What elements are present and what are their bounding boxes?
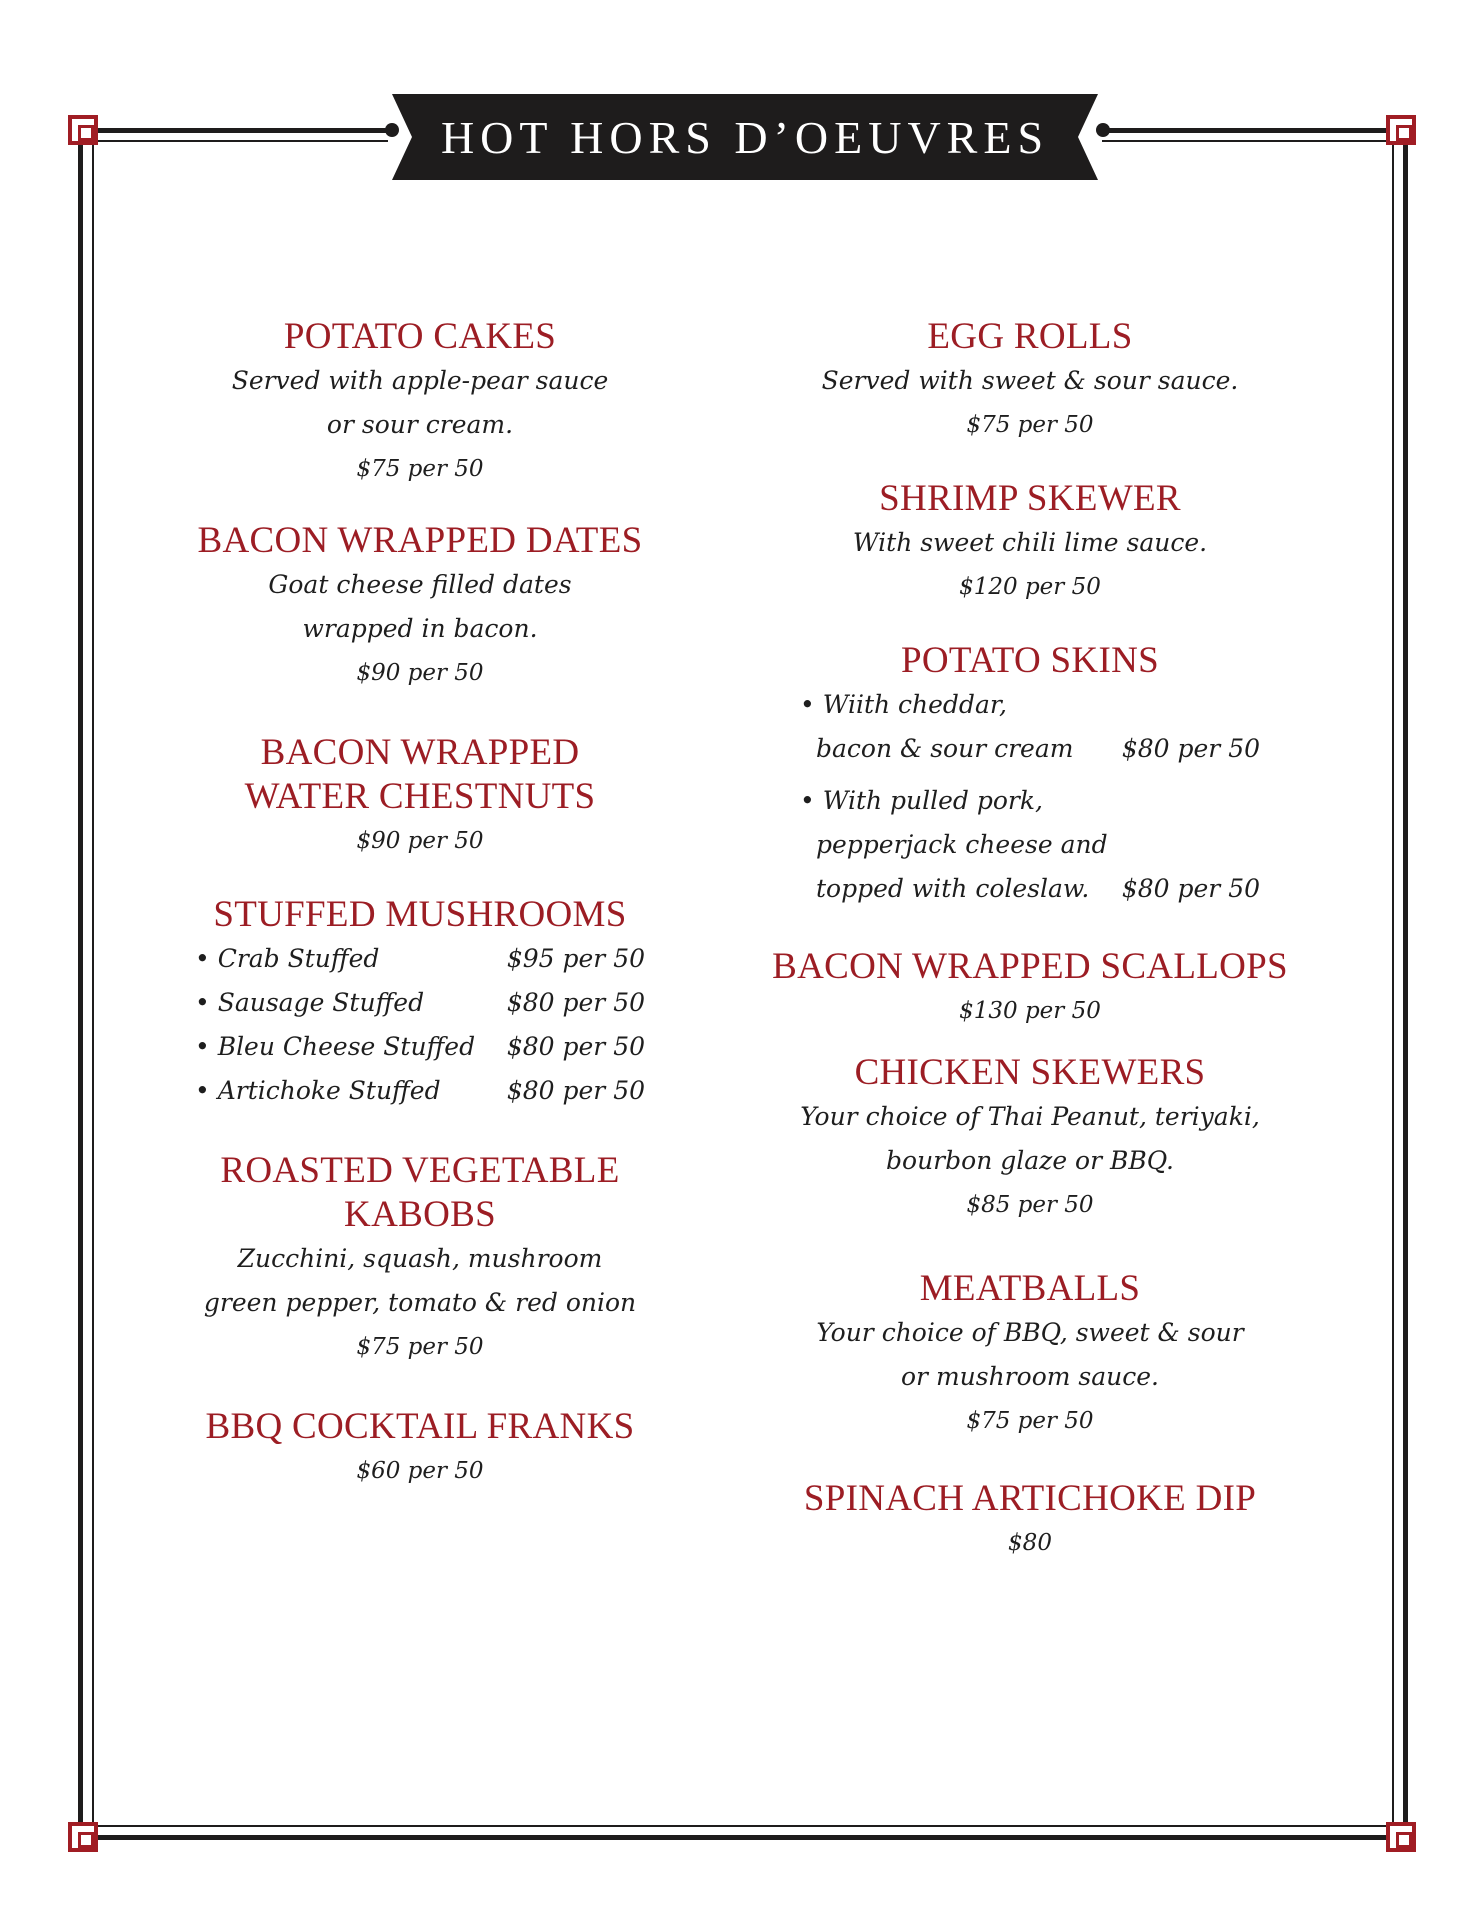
title-banner <box>392 94 1098 180</box>
frame-outer-bottom <box>78 1835 1408 1840</box>
item-title: MEATBALLS <box>919 1268 1141 1309</box>
menu-item-shrimp-skewer <box>770 477 1290 609</box>
item-description: Served with apple-pear sauce <box>231 366 609 395</box>
menu-item-chicken-skewers <box>770 1051 1290 1227</box>
menu-item-egg-rolls <box>770 315 1290 447</box>
frame-top-right-inner <box>1102 140 1394 142</box>
item-title: KABOBS <box>344 1194 496 1235</box>
item-price: $80 <box>1008 1530 1052 1556</box>
item-price: $90 per 50 <box>356 660 484 686</box>
option-price: $80 per 50 <box>506 988 645 1017</box>
corner-ornament-bottom-right <box>1386 1822 1416 1852</box>
item-title: SPINACH ARTICHOKE DIP <box>803 1478 1257 1519</box>
option-price: $95 per 50 <box>506 944 645 973</box>
item-description: bourbon glaze or BBQ. <box>886 1146 1174 1175</box>
item-description: Zucchini, squash, mushroom <box>237 1244 603 1273</box>
menu-item-roasted-vegetable-kabobs <box>180 1149 660 1369</box>
frame-top-left-inner <box>92 140 388 142</box>
menu-item-meatballs <box>770 1267 1290 1443</box>
item-price: $130 per 50 <box>959 998 1101 1024</box>
frame-top-left-outer <box>78 128 390 133</box>
frame-top-right-outer <box>1100 128 1408 133</box>
option-line: pepperjack cheese and <box>816 830 1108 859</box>
item-price: $75 per 50 <box>356 456 484 482</box>
menu-item-spinach-artichoke-dip <box>770 1477 1290 1565</box>
menu-item-potato-cakes <box>180 315 660 491</box>
item-price: $75 per 50 <box>356 1334 484 1360</box>
option-row <box>195 1025 645 1069</box>
item-title: STUFFED MUSHROOMS <box>213 894 627 935</box>
item-description: or mushroom sauce. <box>901 1362 1159 1391</box>
corner-ornament-top-right <box>1386 115 1416 145</box>
frame-inner-right <box>1392 140 1394 1830</box>
menu-item-potato-skins <box>770 639 1290 911</box>
option-label: topped with coleslaw. <box>816 874 1090 903</box>
frame-dot-right <box>1096 123 1110 137</box>
item-price: $85 per 50 <box>966 1192 1094 1218</box>
menu-item-bacon-wrapped-dates <box>180 519 660 695</box>
item-title: BACON WRAPPED SCALLOPS <box>772 946 1288 987</box>
item-price: $75 per 50 <box>966 412 1094 438</box>
menu-item-stuffed-mushrooms <box>180 893 660 1113</box>
frame-outer-left <box>78 130 83 1840</box>
option-list <box>800 683 1260 911</box>
item-description: Your choice of BBQ, sweet & sour <box>816 1318 1244 1347</box>
option-label: • Artichoke Stuffed <box>195 1076 441 1105</box>
item-title: SHRIMP SKEWER <box>879 478 1181 519</box>
item-description: green pepper, tomato & red onion <box>203 1288 637 1317</box>
item-title: ROASTED VEGETABLE <box>220 1150 620 1191</box>
option-row <box>195 981 645 1025</box>
item-description: or sour cream. <box>326 410 514 439</box>
menu-item-bacon-wrapped-water-chestnuts <box>180 731 660 863</box>
option-list <box>195 937 645 1113</box>
item-title: BBQ COCKTAIL FRANKS <box>205 1406 635 1447</box>
item-description: wrapped in bacon. <box>302 614 538 643</box>
option-label: • Sausage Stuffed <box>195 988 425 1017</box>
option-row <box>800 867 1260 911</box>
corner-ornament-bottom-left <box>68 1822 98 1852</box>
item-title: CHICKEN SKEWERS <box>854 1052 1206 1093</box>
frame-inner-bottom <box>92 1825 1394 1827</box>
page-title: HOT HORS D’OEUVRES <box>440 111 1050 163</box>
option-line: • Wiith cheddar, <box>800 690 1007 719</box>
item-title: BACON WRAPPED DATES <box>197 520 643 561</box>
option-label: • Crab Stuffed <box>195 944 380 973</box>
corner-ornament-top-left <box>68 115 98 145</box>
option-row <box>195 937 645 981</box>
option-price: $80 per 50 <box>506 1076 645 1105</box>
item-description: Your choice of Thai Peanut, teriyaki, <box>800 1102 1260 1131</box>
item-title: EGG ROLLS <box>927 316 1133 357</box>
item-price: $90 per 50 <box>356 828 484 854</box>
option-price: $80 per 50 <box>506 1032 645 1061</box>
menu-item-bbq-cocktail-franks <box>180 1405 660 1493</box>
item-title: WATER CHESTNUTS <box>244 776 596 817</box>
option-label: bacon & sour cream <box>816 734 1074 763</box>
option-row <box>195 1069 645 1113</box>
menu-column-right <box>770 315 1290 1565</box>
item-description: Served with sweet & sour sauce. <box>821 366 1239 395</box>
option-line: • With pulled pork, <box>800 786 1043 815</box>
item-title: POTATO SKINS <box>901 640 1159 681</box>
menu-column-left <box>180 315 660 1493</box>
item-price: $75 per 50 <box>966 1408 1094 1434</box>
frame-inner-left <box>92 140 94 1830</box>
item-title: POTATO CAKES <box>283 316 557 357</box>
item-price: $120 per 50 <box>959 574 1101 600</box>
option-price: $80 per 50 <box>1121 734 1260 763</box>
item-title: BACON WRAPPED <box>260 732 580 773</box>
item-price: $60 per 50 <box>356 1458 484 1484</box>
item-description: With sweet chili lime sauce. <box>852 528 1208 557</box>
frame-outer-right <box>1403 130 1408 1840</box>
option-price: $80 per 50 <box>1121 874 1260 903</box>
menu-item-bacon-wrapped-scallops <box>770 945 1290 1033</box>
option-row <box>800 727 1260 771</box>
item-description: Goat cheese filled dates <box>268 570 572 599</box>
option-label: • Bleu Cheese Stuffed <box>195 1032 476 1061</box>
